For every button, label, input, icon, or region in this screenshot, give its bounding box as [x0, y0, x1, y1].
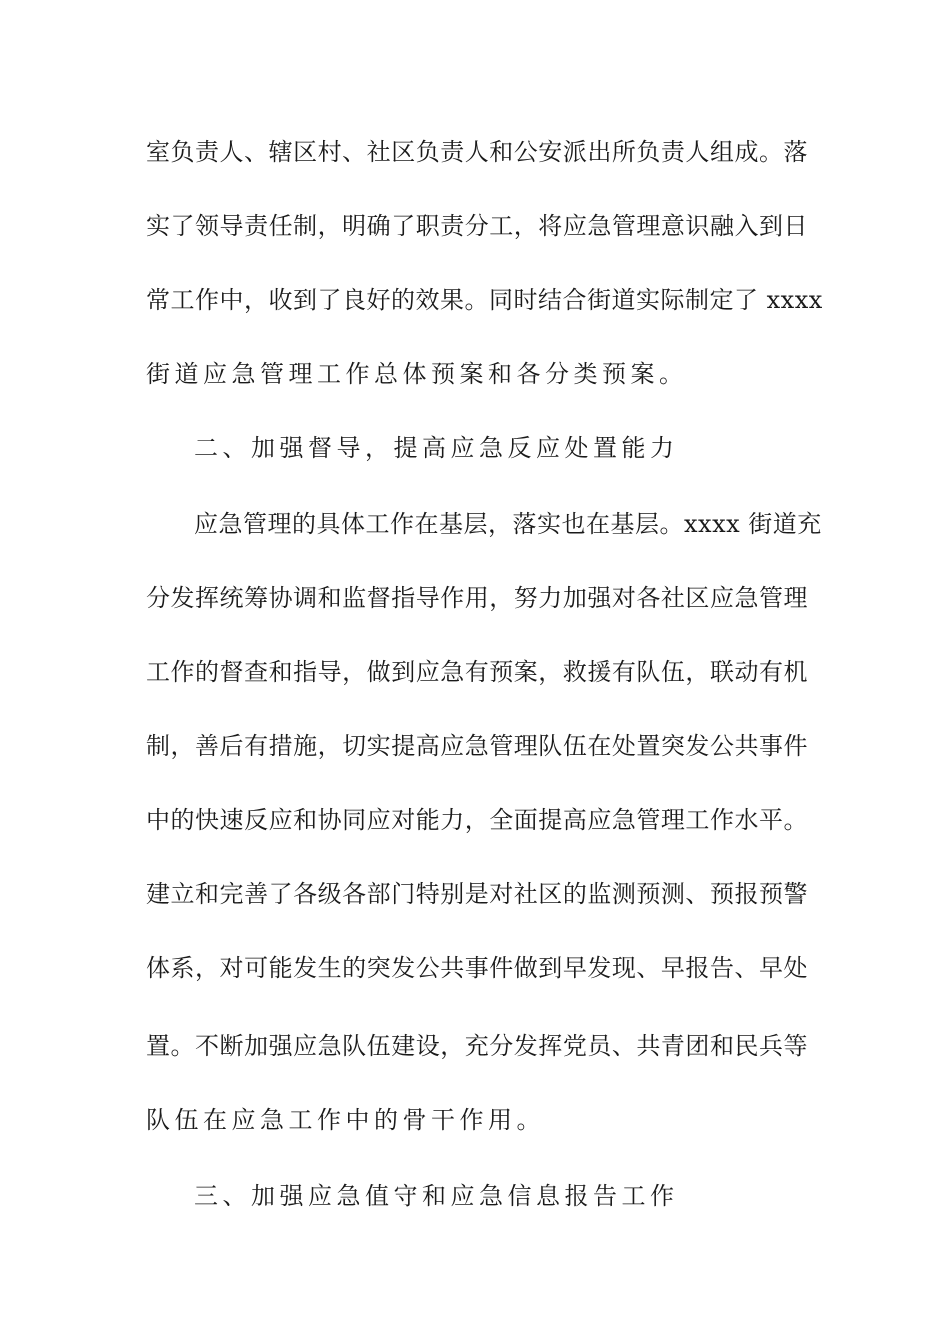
- paragraph-line: 室负责人、辖区村、社区负责人和公安派出所负责人组成。落: [146, 138, 808, 166]
- paragraph-line: 常工作中，收到了良好的效果。同时结合街道实际制定了 xxxx: [146, 286, 823, 314]
- section-heading-3: 三、加强应急值守和应急信息报告工作: [194, 1182, 679, 1210]
- paragraph-line: 置。不断加强应急队伍建设，充分发挥党员、共青团和民兵等: [146, 1032, 808, 1060]
- paragraph-line: 分发挥统筹协调和监督指导作用，努力加强对各社区应急管理: [146, 584, 808, 612]
- paragraph-line: 街道应急管理工作总体预案和各分类预案。: [146, 360, 688, 388]
- section-heading-2: 二、加强督导，提高应急反应处置能力: [194, 434, 679, 462]
- paragraph-line: 中的快速反应和协同应对能力，全面提高应急管理工作水平。: [146, 806, 808, 834]
- paragraph-line: 体系，对可能发生的突发公共事件做到早发现、早报告、早处: [146, 954, 808, 982]
- paragraph-line: 实了领导责任制，明确了职责分工，将应急管理意识融入到日: [146, 212, 808, 240]
- paragraph-line: 应急管理的具体工作在基层，落实也在基层。xxxx 街道充: [194, 510, 822, 538]
- paragraph-line: 建立和完善了各级各部门特别是对社区的监测预测、预报预警: [146, 880, 808, 908]
- paragraph-line: 制，善后有措施，切实提高应急管理队伍在处置突发公共事件: [146, 732, 808, 760]
- paragraph-line: 队伍在应急工作中的骨干作用。: [146, 1106, 545, 1134]
- paragraph-line: 工作的督查和指导，做到应急有预案，救援有队伍，联动有机: [146, 658, 808, 686]
